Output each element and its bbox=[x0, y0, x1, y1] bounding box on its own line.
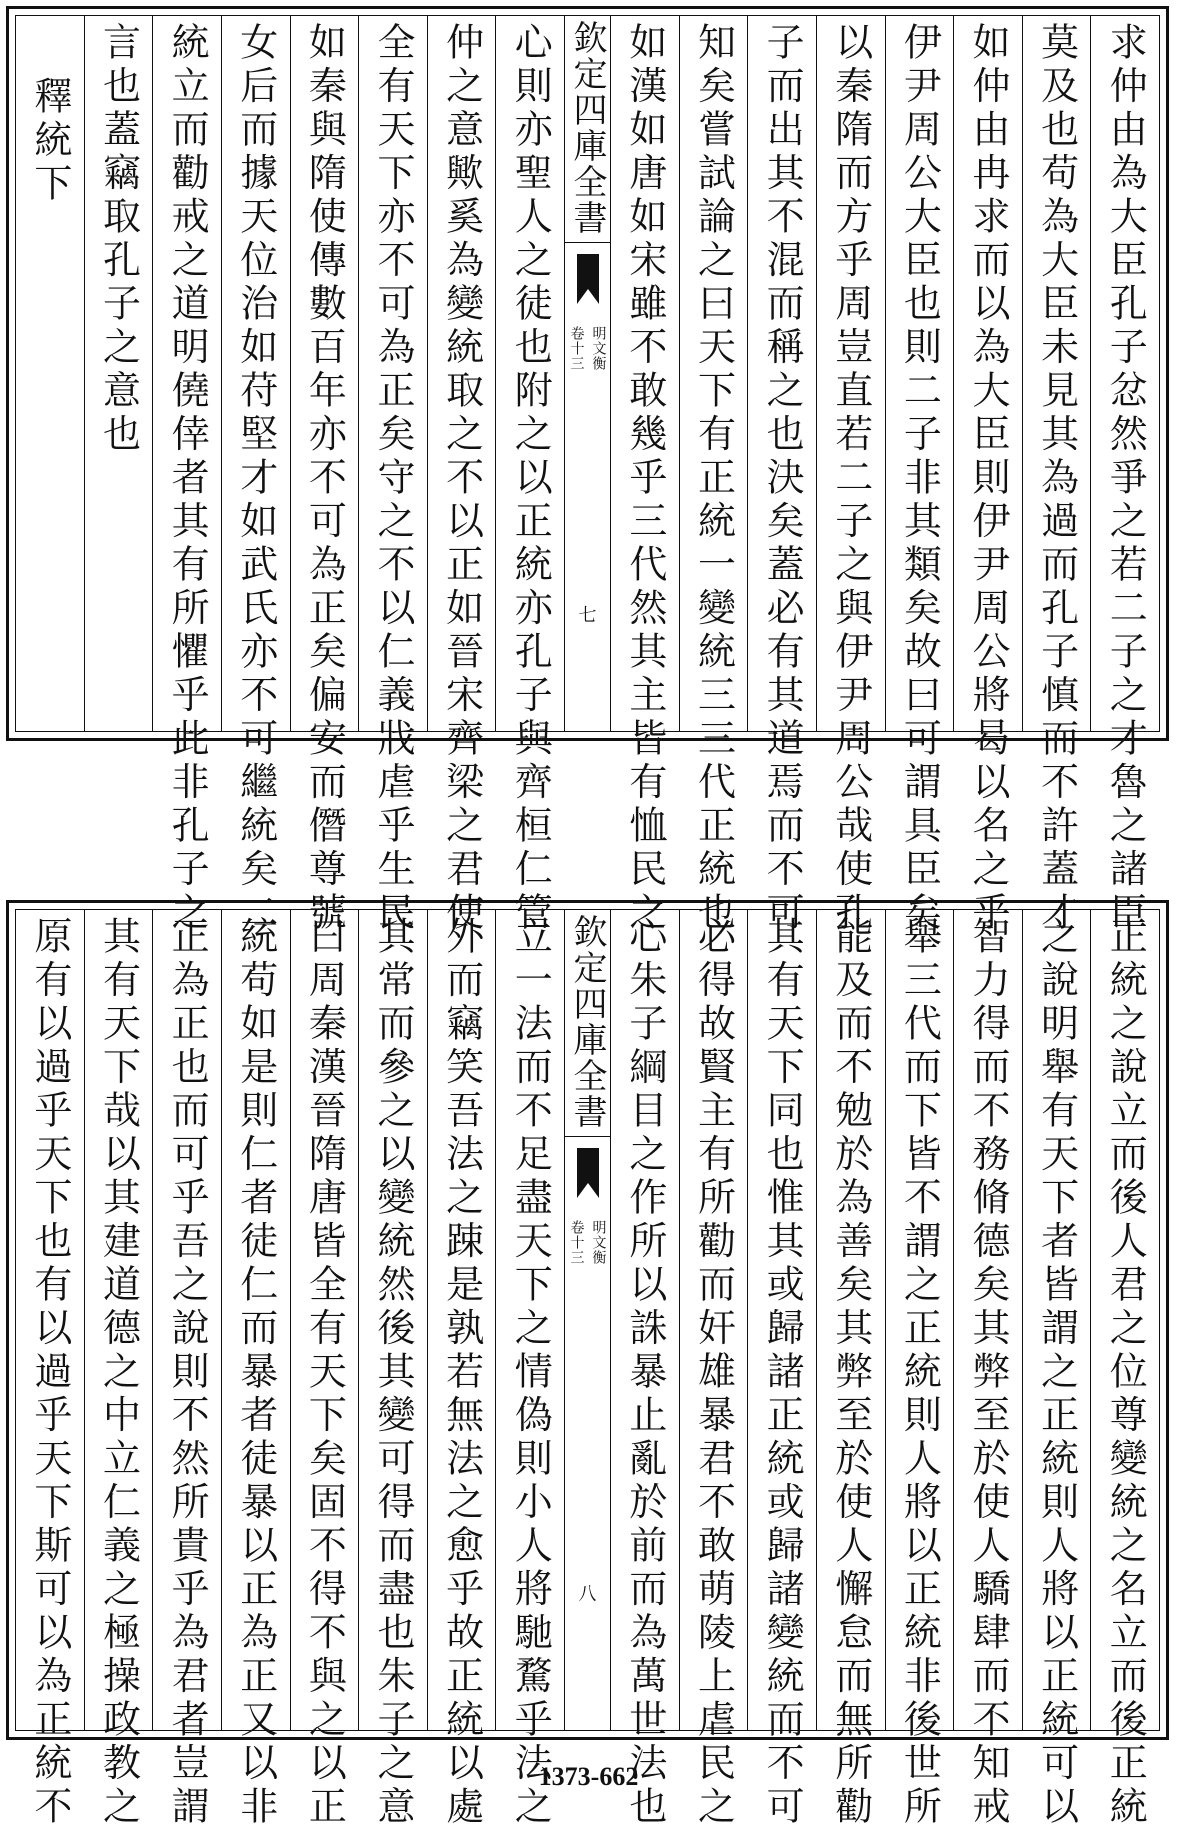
text-column: 如漢如唐如宋雖不敢幾乎三代然其主皆有恤民之 bbox=[610, 16, 679, 731]
text-column: 以秦隋而方乎周豈直若二子之與伊尹周公哉使孔 bbox=[816, 16, 885, 731]
text-column: 莫及也苟為大臣未見其為過而孔子慎而不許蓋才 bbox=[1022, 16, 1091, 731]
text-column: 子而出其不混而稱之也決矣蓋必有其道焉而不可 bbox=[747, 16, 816, 731]
text-column: 統苟如是則仁者徒仁而暴者徒暴以正為正又以非 bbox=[221, 910, 290, 1730]
text-column: 其有天下同也惟其或歸諸正統或歸諸變統而不可 bbox=[747, 910, 816, 1730]
page-number: 七 bbox=[578, 605, 597, 626]
book-title: 欽定四庫全書 bbox=[565, 914, 610, 1137]
text-column: 仲之意歟奚為變統取之不以正如晉宋齊梁之君使 bbox=[427, 16, 496, 731]
book-title: 欽定四庫全書 bbox=[565, 20, 610, 243]
text-column: 能及而不勉於為善矣其弊至於使人懈怠而無所勸 bbox=[816, 910, 885, 1730]
text-column: 求仲由為大臣孔子忿然爭之若二子之才魯之諸臣 bbox=[1090, 16, 1159, 731]
text-column: 智力得而不務脩德矣其弊至於使人驕肆而不知戒 bbox=[953, 910, 1022, 1730]
top-page bbox=[6, 6, 1169, 936]
center-spine bbox=[564, 910, 610, 1730]
text-column: 心朱子綱目之作所以誅暴止亂於前而為萬世法也 bbox=[610, 910, 679, 1730]
text-column: 外而竊笑吾法之踈是孰若無法之愈乎故正統以處 bbox=[427, 910, 496, 1730]
text-column: 伊尹周公大臣也則二子非其類矣故曰可謂具臣矣 bbox=[885, 16, 954, 731]
text-column: 如仲由冉求而以為大臣則伊尹周公將曷以名之乎 bbox=[953, 16, 1022, 731]
text-column: 知矣嘗試論之曰天下有正統一變統三三代正統也 bbox=[679, 16, 748, 731]
text-column: 全有天下亦不可為正矣守之不以仁義戕虐乎生民 bbox=[358, 16, 427, 731]
text-column: 女后而據天位治如苻堅才如武氏亦不可繼統矣二 bbox=[221, 16, 290, 731]
volume-label: 明文衡 卷十三 bbox=[568, 326, 607, 371]
text-column: 舉三代而下皆不謂之正統則人將以正統非後世所 bbox=[885, 910, 954, 1730]
text-column: 統立而勸戒之道明僥倖者其有所懼乎此非孔子之 bbox=[152, 16, 221, 731]
fish-tail-mark-icon bbox=[577, 254, 599, 304]
volume-label: 明文衡 卷十三 bbox=[568, 1220, 607, 1265]
text-column: 其常而參之以變統然後其變可得而盡也朱子之意 bbox=[358, 910, 427, 1730]
text-column: 心則亦聖人之徒也附之以正統亦孔子與齊桓仁管 bbox=[495, 16, 564, 731]
text-column: 正為正也而可乎吾之說則不然所貴乎為君者豈謂 bbox=[152, 910, 221, 1730]
text-column: 之說明舉有天下者皆謂之正統則人將以正統可以 bbox=[1022, 910, 1091, 1730]
text-column: 其有天下哉以其建道德之中立仁義之極操政教之 bbox=[84, 910, 153, 1730]
text-column: 立一法而不足盡天下之情偽則小人將馳騖乎法之 bbox=[495, 910, 564, 1730]
page-number: 八 bbox=[578, 1584, 597, 1605]
text-column: 正統之說立而後人君之位尊變統之名立而後正統 bbox=[1090, 910, 1159, 1730]
text-column: 必得故賢主有所勸而奸雄暴君不敢萌陵上虐民之 bbox=[679, 910, 748, 1730]
text-column: 曰周秦漢晉隋唐皆全有天下矣固不得不與之以正 bbox=[290, 910, 359, 1730]
fish-tail-mark-icon bbox=[577, 1148, 599, 1198]
text-column: 如秦與隋使傳數百年亦不可為正矣偏安而僭尊號 bbox=[290, 16, 359, 731]
section-title-column: 釋統下 bbox=[27, 76, 72, 207]
footer-page-ref: 1373-662 bbox=[538, 1762, 639, 1791]
text-column: 言也蓋竊取孔子之意也 bbox=[84, 16, 153, 731]
center-spine bbox=[564, 16, 610, 731]
text-column: 原有以過乎天下也有以過乎天下斯可以為正統不 bbox=[27, 916, 72, 1830]
